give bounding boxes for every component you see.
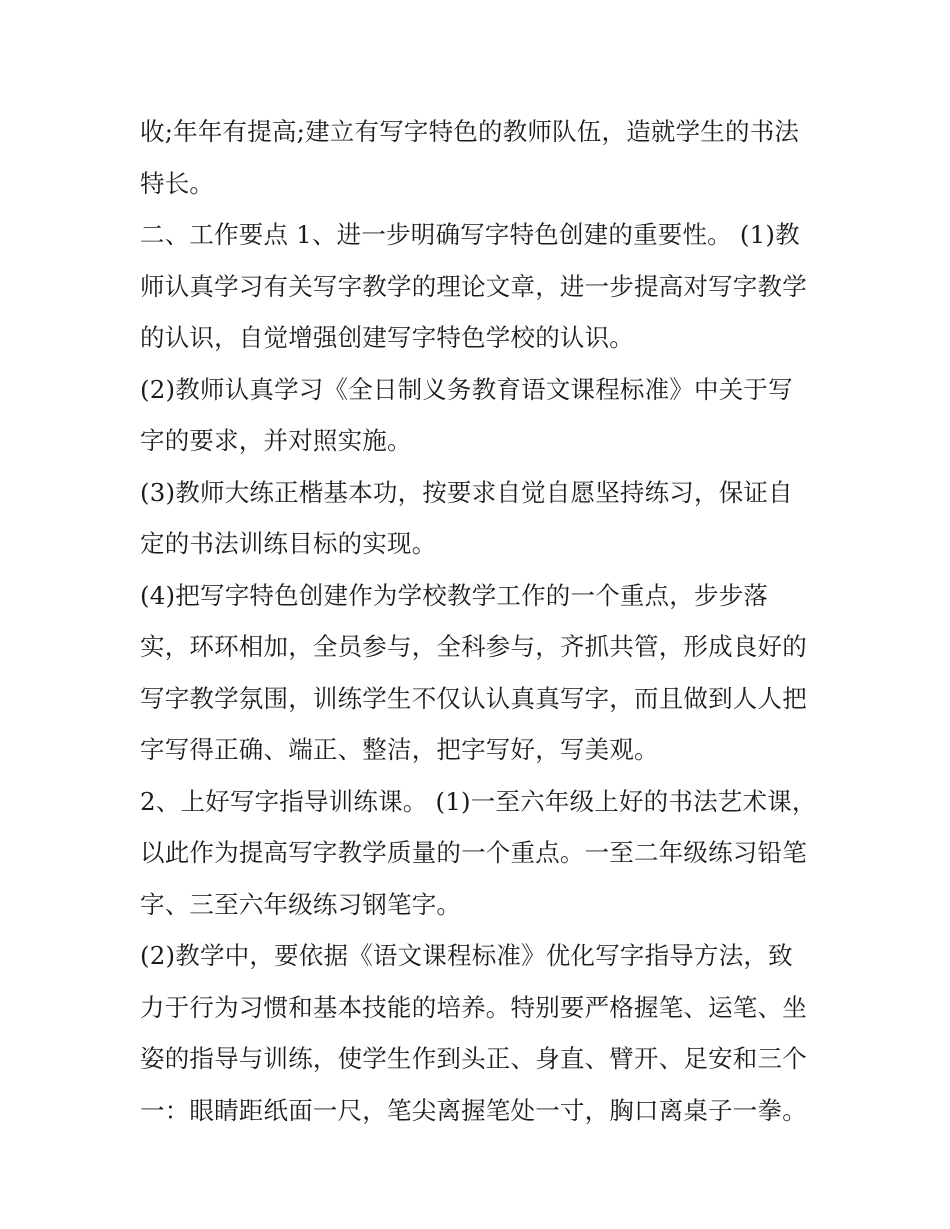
text-line: 字、三至六年级练习钢笔字。 xyxy=(140,889,462,919)
body-text xyxy=(140,106,830,1136)
text-line: (3)教师大练正楷基本功，按要求自觉自愿坚持练习，保证自 xyxy=(140,477,793,507)
text-line: 一：眼睛距纸面一尺，笔尖离握笔处一寸，胸口离桌子一拳。 xyxy=(140,1095,807,1125)
text-line: (4)把写字特色创建作为学校教学工作的一个重点，步步落 xyxy=(140,580,769,610)
text-line: 字写得正确、端正、整洁，把字写好，写美观。 xyxy=(140,735,659,764)
text-line: 力于行为习惯和基本技能的培养。特别要严格握笔、运笔、坐 xyxy=(140,992,807,1022)
text-line: 姿的指导与训练，使学生作到头正、身直、臂开、足安和三个 xyxy=(140,1044,807,1073)
text-line: 定的书法训练目标的实现。 xyxy=(140,529,437,558)
text-line: (2)教师认真学习《全日制义务教育语文课程标准》中关于写 xyxy=(140,374,793,404)
text-line: 的认识，自觉增强创建写字特色学校的认识。 xyxy=(140,323,634,352)
text-line: 实，环环相加，全员参与，全科参与，齐抓共管，形成良好的 xyxy=(140,632,807,661)
text-line: 特长。 xyxy=(140,168,215,198)
text-line: (2)教学中，要依据《语文课程标准》优化写字指导方法，致 xyxy=(140,941,793,970)
text-line: 师认真学习有关写字教学的理论文章，进一步提高对写字教学 xyxy=(140,271,807,301)
text-line: 字的要求，并对照实施。 xyxy=(140,426,412,455)
text-line: 2、上好写字指导训练课。 (1)一至六年级上好的书法艺术课， xyxy=(140,786,817,816)
text-line: 写字教学氛围，训练学生不仅认认真真写字，而且做到人人把 xyxy=(140,683,807,713)
text-line: 收;年年有提高;建立有写字特色的教师队伍，造就学生的书法 xyxy=(140,117,800,146)
text-line: 以此作为提高写字教学质量的一个重点。一至二年级练习铅笔 xyxy=(140,838,807,867)
text-line: 二、工作要点 1、进一步明确写字特色创建的重要性。 (1)教 xyxy=(140,220,800,249)
